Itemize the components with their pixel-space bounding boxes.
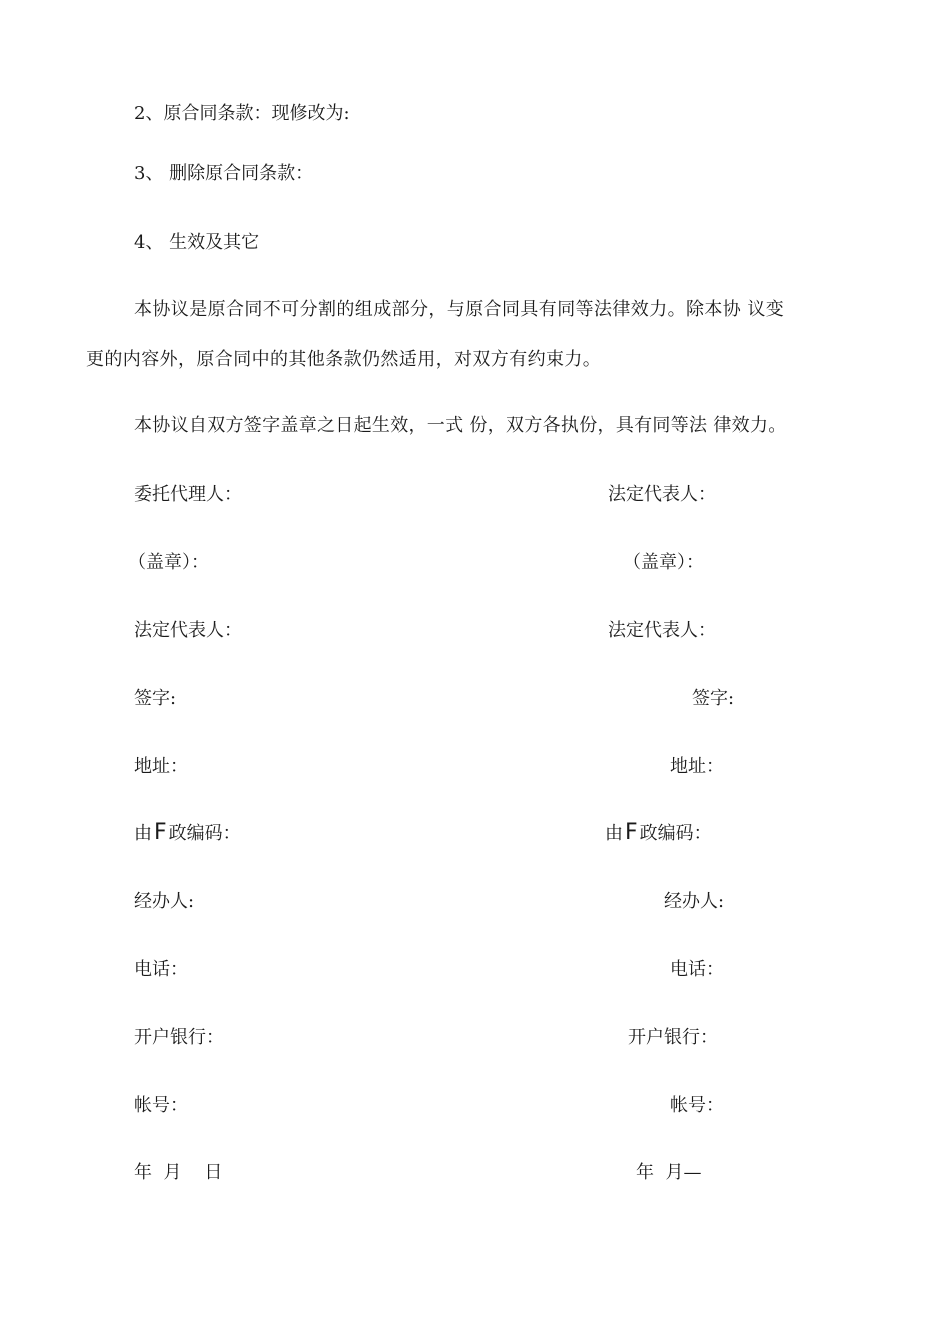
right-signature-label: 签字: — [692, 688, 735, 709]
paragraph-1-line-2: 更的内容外，原合同中的其他条款仍然适用，对双方有约束力。 — [86, 349, 602, 370]
right-seal-label: （盖章）： — [623, 552, 704, 573]
paragraph-1-line-1: 本协议是原合同不可分割的组成部分，与原合同具有同等法律效力。除本协 议变 — [134, 299, 785, 320]
left-bank-label: 开户银行： — [134, 1027, 224, 1048]
right-postcode-label — [605, 821, 712, 846]
right-postcode-suffix: 政编码： — [639, 823, 712, 844]
clause-3: 3、 删除原合同条款： — [134, 163, 314, 184]
right-phone-label: 电话： — [670, 959, 724, 980]
right-legal-rep-label: 法定代表人： — [608, 620, 716, 641]
right-postcode-prefix: 由 — [605, 823, 623, 844]
left-postcode-label — [134, 821, 241, 846]
left-address-label: 地址： — [134, 756, 188, 777]
right-handler-label: 经办人: — [664, 891, 725, 912]
clause-4: 4、 生效及其它 — [134, 232, 260, 253]
clause-2: 2、原合同条款：现修改为: — [134, 103, 350, 124]
right-address-label: 地址： — [670, 756, 724, 777]
right-bank-label: 开户银行： — [628, 1027, 718, 1048]
right-legal-rep-top-label: 法定代表人： — [608, 484, 716, 505]
left-account-label: 帐号： — [134, 1095, 188, 1116]
left-postcode-prefix: 由 — [134, 823, 152, 844]
left-seal-label: （盖章）： — [128, 552, 209, 573]
left-phone-label: 电话： — [134, 959, 188, 980]
left-date-label: 年 月 日 — [134, 1162, 223, 1183]
left-postcode-suffix: 政编码： — [168, 823, 241, 844]
left-agent-label: 委托代理人： — [134, 484, 242, 505]
left-postcode-f: F — [154, 820, 167, 845]
paragraph-2: 本协议自双方签字盖章之日起生效，一式 份，双方各执份，具有同等法 律效力。 — [134, 415, 787, 436]
left-signature-label: 签字: — [134, 688, 177, 709]
left-legal-rep-label: 法定代表人： — [134, 620, 242, 641]
right-date-label: 年 月— — [636, 1162, 702, 1183]
left-handler-label: 经办人: — [134, 891, 195, 912]
right-postcode-f: F — [625, 820, 638, 845]
right-account-label: 帐号： — [670, 1095, 724, 1116]
